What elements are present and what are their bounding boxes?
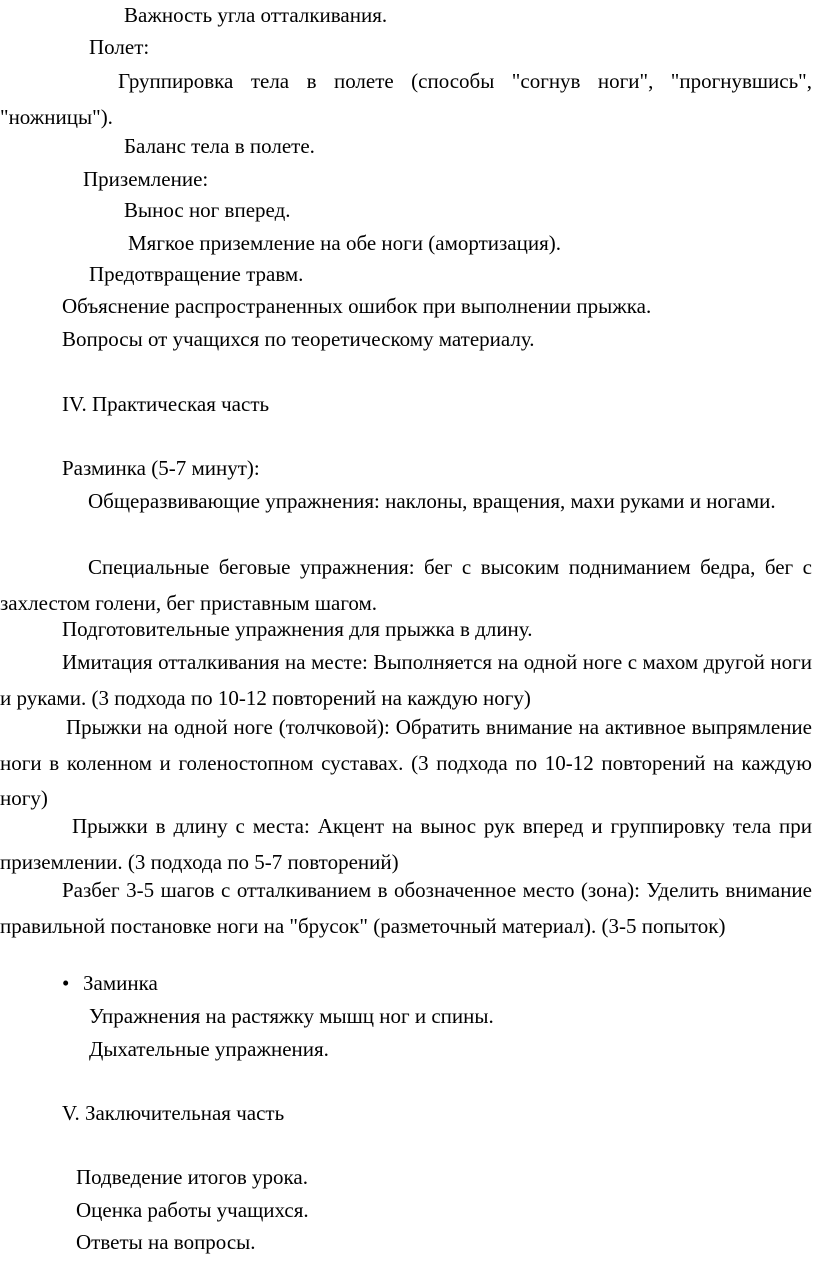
section-heading: Приземление: — [83, 167, 209, 191]
subsection-heading: Разминка (5-7 минут): — [62, 456, 260, 480]
bullet-text: Заминка — [83, 971, 158, 995]
bullet-icon: • — [62, 971, 70, 995]
bullet-item — [62, 968, 158, 998]
text-line: Объяснение распространенных ошибок при выполнении прыжка. — [62, 294, 652, 318]
text-line: Подготовительные упражнения для прыжка в длину. — [62, 617, 533, 641]
text-line: Важность угла отталкивания. — [124, 3, 388, 27]
text-line: Оценка работы учащихся. — [76, 1198, 309, 1222]
paragraph: Общеразвивающие упражнения: наклоны, вращения, махи руками и ногами. — [88, 489, 776, 513]
text-line: Дыхательные упражнения. — [89, 1037, 329, 1061]
text-line: Предотвращение травм. — [89, 262, 304, 286]
paragraph: Прыжки на одной ноге (толчковой): Обратить внимание на активное выпрямление ноги в коленном и голеностопном суставах. (3 подхода по 10-12 повторений на каждую ногу) — [0, 715, 812, 811]
text-line: Вопросы от учащихся по теоретическому материалу. — [62, 327, 535, 351]
paragraph: Специальные беговые упражнения: бег с высоким подниманием бедра, бег с захлестом голени, бег приставным шагом. — [0, 555, 812, 615]
text-line: Баланс тела в полете. — [124, 134, 315, 158]
text-line: Подведение итогов урока. — [76, 1165, 308, 1189]
text-line: Вынос ног вперед. — [124, 198, 291, 222]
paragraph: Имитация отталкивания на месте: Выполняется на одной ноге с махом другой ноги и руками. (3 подхода по 10-12 повторений на каждую ногу) — [0, 650, 812, 710]
paragraph: Прыжки в длину с места: Акцент на вынос рук вперед и группировку тела при приземлении. (3 подхода по 5-7 повторений) — [0, 814, 812, 874]
paragraph: Разбег 3-5 шагов с отталкиванием в обозначенное место (зона): Уделить внимание правильной постановке ноги на "брусок" (разметочный материал). (3-5 попыток) — [0, 878, 812, 938]
text-line: Упражнения на растяжку мышц ног и спины. — [89, 1004, 494, 1028]
section-heading: Полет: — [89, 35, 150, 59]
paragraph: Группировка тела в полете (способы "согнув ноги", "прогнувшись", "ножницы"). — [0, 69, 812, 129]
section-title: V. Заключительная часть — [62, 1101, 285, 1125]
section-title: IV. Практическая часть — [62, 392, 270, 416]
text-line: Ответы на вопросы. — [76, 1230, 256, 1254]
text-line: Мягкое приземление на обе ноги (амортизация). — [128, 231, 562, 255]
